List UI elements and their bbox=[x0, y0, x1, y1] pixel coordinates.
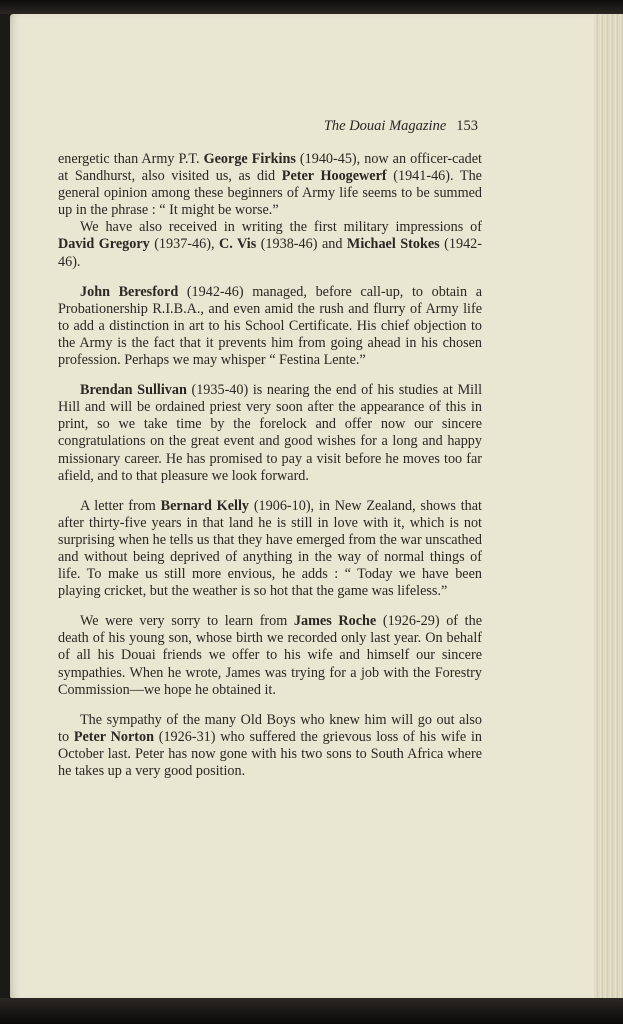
person-name: James Roche bbox=[293, 613, 377, 630]
paragraph-text: (1941-46). The general opinion among these beginners of Army life seems to be summed up in the phrase : “ It might be worse.” bbox=[58, 168, 482, 219]
running-header bbox=[220, 118, 478, 135]
paragraph-text: We have also received in writing the first military impressions of bbox=[80, 219, 482, 236]
paragraph bbox=[58, 151, 482, 219]
paragraph bbox=[58, 613, 482, 698]
paragraph-text: We were very sorry to learn from bbox=[80, 613, 294, 630]
paragraph-text: (1937-46), bbox=[149, 236, 219, 253]
paragraph-text: A letter from bbox=[80, 497, 161, 514]
paragraph bbox=[58, 284, 482, 369]
book-top-edge bbox=[0, 0, 623, 14]
paragraph-text: (1940-45), now an officer-cadet at Sandhurst, also visited us, as did bbox=[58, 151, 483, 185]
person-name: C. Vis bbox=[219, 236, 257, 253]
paragraph bbox=[58, 219, 482, 270]
paragraph-text: (1942-46). bbox=[58, 236, 483, 270]
person-name: George Firkins bbox=[203, 151, 296, 167]
person-name: Brendan Sullivan bbox=[80, 382, 187, 399]
person-name: John Beresford bbox=[80, 283, 179, 300]
book-bottom-edge bbox=[0, 998, 623, 1024]
paragraph-text: (1942-46) managed, before call-up, to obtain a Probationership R.I.B.A., and even amid the rush and flurry of Army life to add a distinction in art to his School Certificate. His chief objection to the Army is the fact that it prevents him from going ahead in his chosen profession. Perhaps we may whisper “ Festina Lente.” bbox=[58, 283, 483, 369]
person-name: Bernard Kelly bbox=[160, 497, 249, 514]
running-title: The Douai Magazine bbox=[323, 118, 447, 134]
paragraph-text: (1935-40) is nearing the end of his studies at Mill Hill and will be ordained priest very soon after the appearance of this in print, so we take time by the forelock and offer now our sincere congratulations on the great event and good wishes for a long and happy missionary career. He has promised to pay a visit before he moves too far afield, and to that pleasure we look forward. bbox=[58, 382, 483, 484]
person-name: Michael Stokes bbox=[346, 236, 440, 253]
body-text bbox=[58, 151, 482, 780]
paragraph-text: The sympathy of the many Old Boys who knew him will go out also to bbox=[58, 711, 482, 745]
paragraph-text: (1926-29) of the death of his young son, whose birth we recorded only last year. On behalf of all his Douai friends we offer to his wife and himself our sincere sympathies. When he wrote, James was trying for a job with the Forestry Commission—we hope he obtained it. bbox=[58, 613, 482, 698]
person-name: Peter Norton bbox=[73, 728, 154, 745]
page-stack-edge bbox=[594, 14, 623, 999]
paragraph-text: (1938-46) and bbox=[256, 236, 347, 253]
paragraph bbox=[58, 712, 482, 780]
paragraph-text: (1906-10), in New Zealand, shows that after thirty-five years in that land he is still in love with it, which is not surprising when he tells us that they have emerged from the war unscathed and without being deprived of anything in the way of normal things of life. To make us still more envious, he adds : “ Today we have been playing cricket, but the weather is so hot that the game was lifeless.” bbox=[58, 497, 482, 600]
person-name: Peter Hoogewerf bbox=[281, 168, 387, 185]
person-name: David Gregory bbox=[58, 236, 150, 253]
paragraph bbox=[58, 382, 482, 485]
page-number: 153 bbox=[456, 118, 478, 134]
paragraph bbox=[58, 498, 482, 601]
paragraph-text: energetic than Army P.T. bbox=[58, 151, 204, 167]
paragraph-text: (1926-31) who suffered the grievous loss of his wife in October last. Peter has now gone with his two sons to South Africa where he takes up a very good position. bbox=[58, 728, 482, 779]
